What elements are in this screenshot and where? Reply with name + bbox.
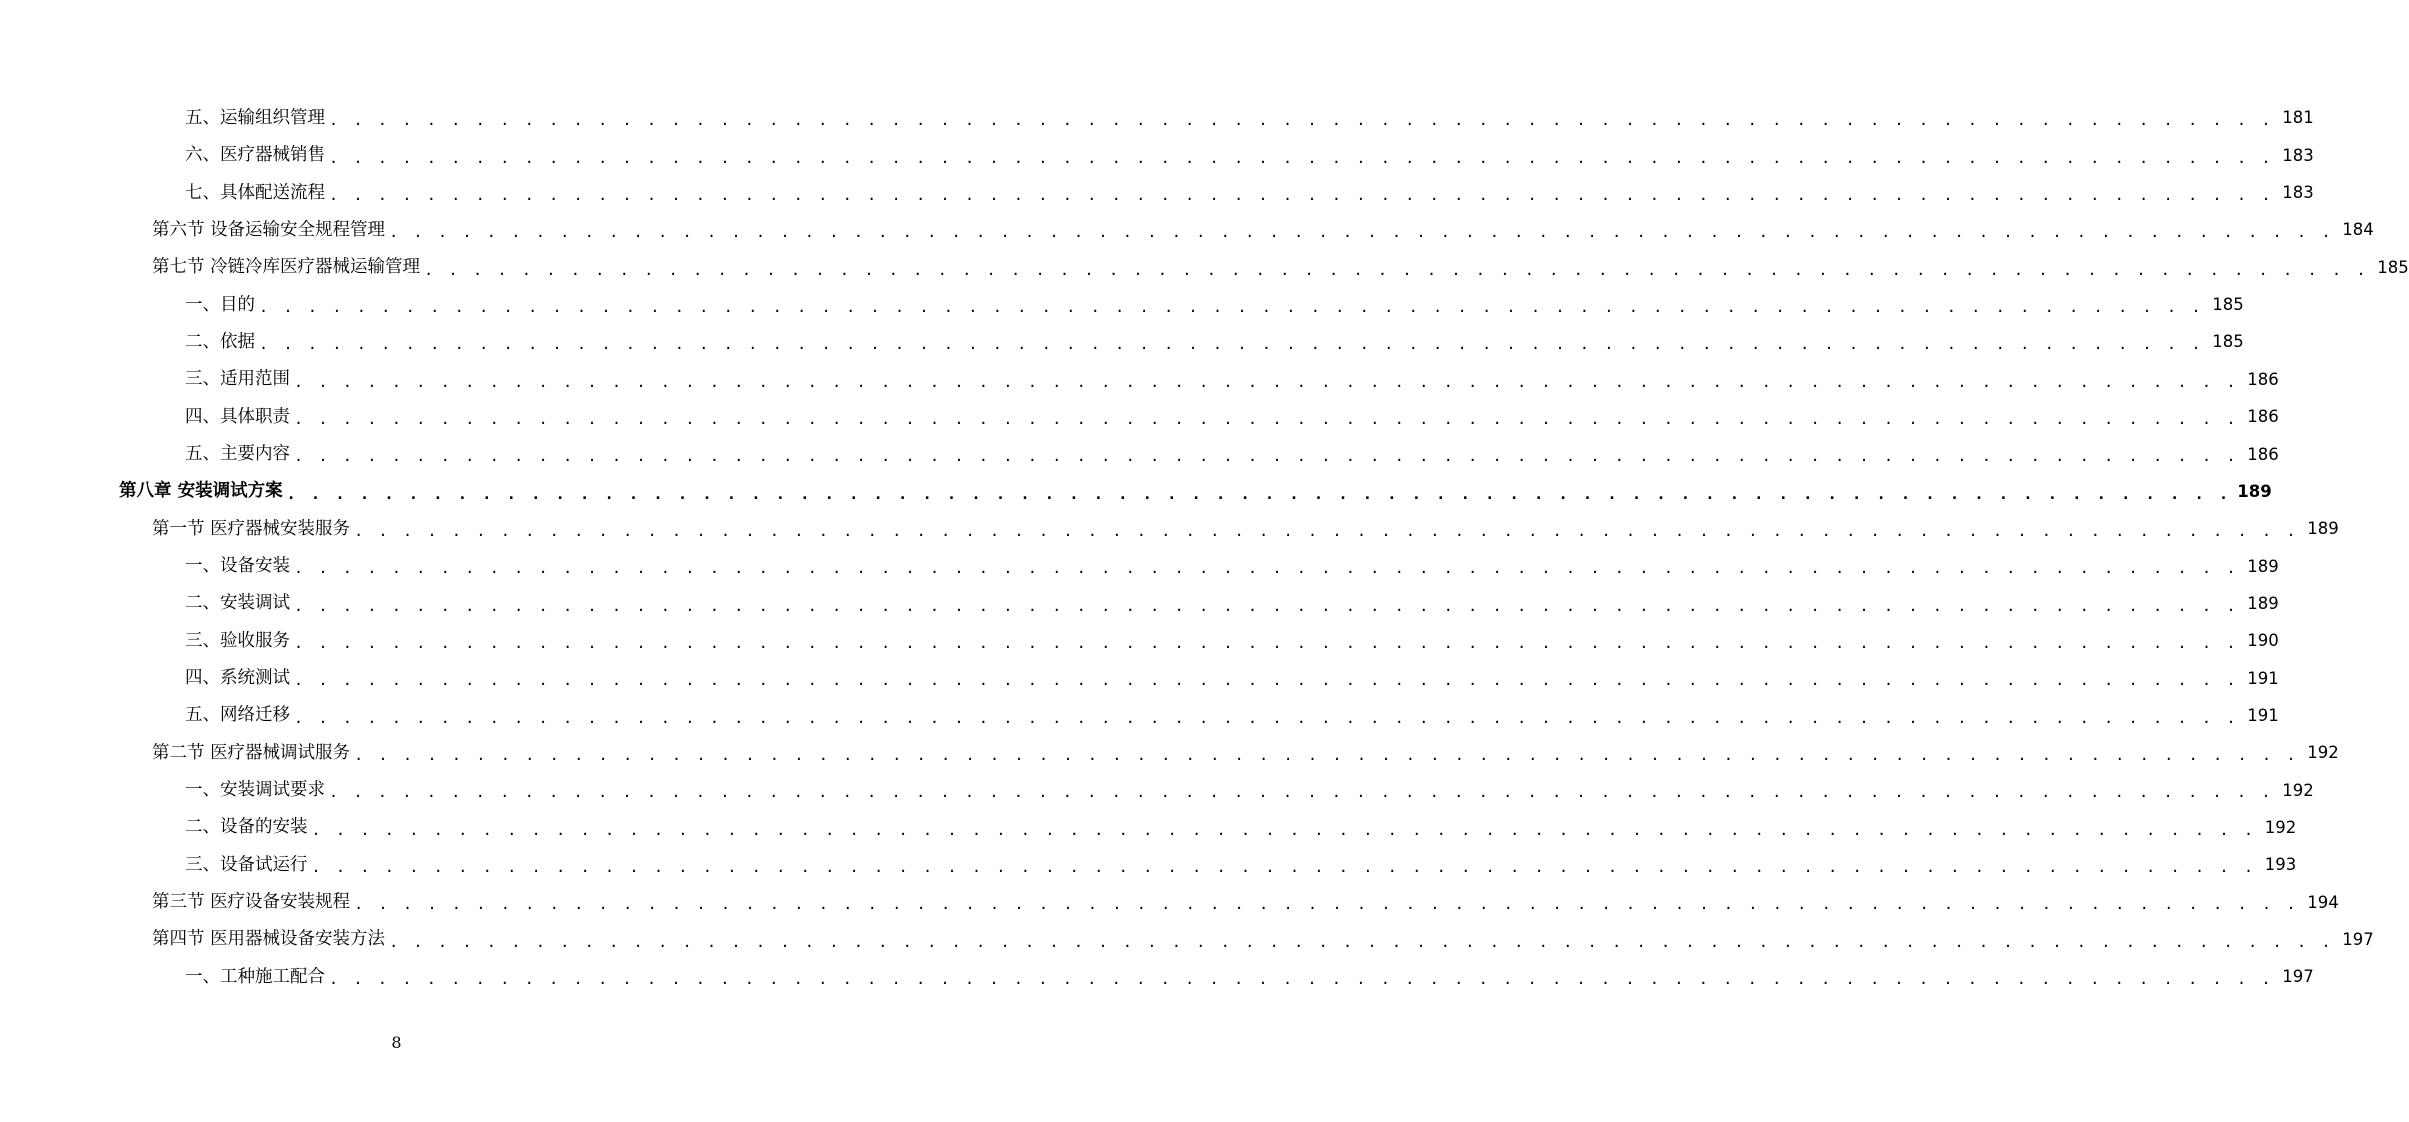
toc-dot-leader: . . . . . . . . . . . . . . . . . . . . . . . . . . . . . . . . . . . . . . . . . . . . . . . . . . . . . . . . . . . . . . . . . . . . . . . . . . . . . . . .: [354, 746, 2299, 765]
toc-entry-page-number: 191: [2247, 705, 2279, 725]
toc-entry[interactable]: [0, 548, 2279, 585]
toc-entry[interactable]: [0, 361, 2279, 398]
toc-entry-page-number: 189: [2237, 481, 2272, 501]
toc-entry[interactable]: [0, 249, 2409, 286]
toc-entry-title: 二、依据: [185, 331, 255, 352]
toc-dot-leader: . . . . . . . . . . . . . . . . . . . . . . . . . . . . . . . . . . . . . . . . . . . . . . . . . . . . . . . . . . . . . . . . . . . . . . . . . . . . . . . .: [294, 409, 2239, 428]
toc-dot-leader: . . . . . . . . . . . . . . . . . . . . . . . . . . . . . . . . . . . . . . . . . . . . . . . . . . . . . . . . . . . . . . . . . . . . . . . . . . . . . . . .: [329, 185, 2274, 204]
toc-entry-title: 第六节 设备运输安全规程管理: [152, 219, 386, 240]
toc-dot-leader: . . . . . . . . . . . . . . . . . . . . . . . . . . . . . . . . . . . . . . . . . . . . . . . . . . . . . . . . . . . . . . . . . . . . . . . . . . . . . . . .: [424, 260, 2369, 279]
toc-dot-leader: . . . . . . . . . . . . . . . . . . . . . . . . . . . . . . . . . . . . . . . . . . . . . . . . . . . . . . . . . . . . . . . . . . . . . . . . . . . . . . . .: [329, 148, 2274, 167]
toc-entry-page-number: 189: [2307, 519, 2339, 539]
toc-dot-leader: . . . . . . . . . . . . . . . . . . . . . . . . . . . . . . . . . . . . . . . . . . . . . . . . . . . . . . . . . . . . . . . . . . . . . . . . . . . . . . . .: [286, 484, 2232, 503]
toc-entry-title: 第一节 医疗器械安装服务: [152, 518, 351, 539]
toc-entry-page-number: 183: [2282, 183, 2314, 203]
toc-entry-title: 第八章 安装调试方案: [119, 481, 283, 502]
toc-entry[interactable]: [0, 399, 2279, 436]
toc-entry[interactable]: [0, 660, 2279, 697]
toc-entry[interactable]: [0, 623, 2279, 660]
toc-entry-page-number: 185: [2377, 257, 2409, 277]
toc-entry-title: 一、安装调试要求: [185, 780, 325, 801]
toc-entry[interactable]: [0, 436, 2279, 473]
toc-entry-page-number: 185: [2212, 332, 2244, 352]
toc-entry-title: 二、设备的安装: [185, 817, 308, 838]
toc-entry-title: 第二节 医疗器械调试服务: [152, 742, 351, 763]
toc-entry[interactable]: [0, 959, 2314, 996]
toc-entry[interactable]: [0, 324, 2244, 361]
toc-dot-leader: . . . . . . . . . . . . . . . . . . . . . . . . . . . . . . . . . . . . . . . . . . . . . . . . . . . . . . . . . . . . . . . . . . . . . . . . . . . . . . . .: [294, 596, 2239, 615]
toc-entry-title: 一、目的: [185, 294, 255, 315]
toc-entry-title: 三、设备试运行: [185, 854, 308, 875]
toc-entry-page-number: 183: [2282, 145, 2314, 165]
toc-dot-leader: . . . . . . . . . . . . . . . . . . . . . . . . . . . . . . . . . . . . . . . . . . . . . . . . . . . . . . . . . . . . . . . . . . . . . . . . . . . . . . . .: [294, 633, 2239, 652]
toc-entry-title: 五、网络迁移: [185, 705, 290, 726]
toc-entry-title: 五、运输组织管理: [185, 107, 325, 128]
toc-entry-page-number: 193: [2264, 855, 2297, 875]
toc-entry[interactable]: [0, 473, 2272, 510]
toc-dot-leader: . . . . . . . . . . . . . . . . . . . . . . . . . . . . . . . . . . . . . . . . . . . . . . . . . . . . . . . . . . . . . . . . . . . . . . . . . . . . . . . .: [294, 671, 2239, 690]
toc-entry-title: 三、验收服务: [185, 630, 290, 651]
toc-entry[interactable]: [0, 847, 2297, 884]
toc-entry-page-number: 194: [2307, 892, 2339, 912]
toc-dot-leader: . . . . . . . . . . . . . . . . . . . . . . . . . . . . . . . . . . . . . . . . . . . . . . . . . . . . . . . . . . . . . . . . . . . . . . . . . . . . . . . .: [329, 970, 2274, 989]
toc-dot-leader: . . . . . . . . . . . . . . . . . . . . . . . . . . . . . . . . . . . . . . . . . . . . . . . . . . . . . . . . . . . . . . . . . . . . . . . . . . . . . . . .: [311, 820, 2257, 839]
toc-entry[interactable]: [0, 100, 2314, 137]
toc-dot-leader: . . . . . . . . . . . . . . . . . . . . . . . . . . . . . . . . . . . . . . . . . . . . . . . . . . . . . . . . . . . . . . . . . . . . . . . . . . . . . . . .: [389, 223, 2334, 242]
toc-entry[interactable]: [0, 175, 2314, 212]
toc-dot-leader: . . . . . . . . . . . . . . . . . . . . . . . . . . . . . . . . . . . . . . . . . . . . . . . . . . . . . . . . . . . . . . . . . . . . . . . . . . . . . . . .: [259, 335, 2204, 354]
toc-entry[interactable]: [0, 137, 2314, 174]
toc-dot-leader: . . . . . . . . . . . . . . . . . . . . . . . . . . . . . . . . . . . . . . . . . . . . . . . . . . . . . . . . . . . . . . . . . . . . . . . . . . . . . . . .: [259, 297, 2204, 316]
table-of-contents: [0, 100, 2409, 996]
toc-entry-title: 四、系统测试: [185, 668, 290, 689]
toc-entry-page-number: 191: [2247, 668, 2279, 688]
toc-entry[interactable]: [0, 735, 2339, 772]
toc-entry-title: 四、具体职责: [185, 406, 290, 427]
toc-entry-title: 一、工种施工配合: [185, 966, 325, 987]
toc-entry-page-number: 190: [2247, 631, 2279, 651]
toc-entry[interactable]: [0, 287, 2244, 324]
toc-entry-title: 二、安装调试: [185, 593, 290, 614]
toc-dot-leader: . . . . . . . . . . . . . . . . . . . . . . . . . . . . . . . . . . . . . . . . . . . . . . . . . . . . . . . . . . . . . . . . . . . . . . . . . . . . . . . .: [311, 858, 2257, 877]
toc-entry-page-number: 197: [2282, 967, 2314, 987]
toc-dot-leader: . . . . . . . . . . . . . . . . . . . . . . . . . . . . . . . . . . . . . . . . . . . . . . . . . . . . . . . . . . . . . . . . . . . . . . . . . . . . . . . .: [354, 521, 2299, 540]
toc-entry-page-number: 184: [2342, 220, 2374, 240]
toc-entry[interactable]: [0, 698, 2279, 735]
toc-dot-leader: . . . . . . . . . . . . . . . . . . . . . . . . . . . . . . . . . . . . . . . . . . . . . . . . . . . . . . . . . . . . . . . . . . . . . . . . . . . . . . . .: [294, 559, 2239, 578]
toc-entry-title: 第三节 医疗设备安装规程: [152, 892, 351, 913]
toc-entry-title: 六、医疗器械销售: [185, 145, 325, 166]
toc-entry-page-number: 189: [2247, 556, 2279, 576]
toc-entry[interactable]: [0, 922, 2374, 959]
toc-entry-title: 五、主要内容: [185, 444, 290, 465]
page-number: 8: [391, 1033, 402, 1052]
toc-dot-leader: . . . . . . . . . . . . . . . . . . . . . . . . . . . . . . . . . . . . . . . . . . . . . . . . . . . . . . . . . . . . . . . . . . . . . . . . . . . . . . . .: [294, 447, 2239, 466]
toc-entry[interactable]: [0, 511, 2339, 548]
toc-dot-leader: . . . . . . . . . . . . . . . . . . . . . . . . . . . . . . . . . . . . . . . . . . . . . . . . . . . . . . . . . . . . . . . . . . . . . . . . . . . . . . . .: [294, 708, 2239, 727]
toc-dot-leader: . . . . . . . . . . . . . . . . . . . . . . . . . . . . . . . . . . . . . . . . . . . . . . . . . . . . . . . . . . . . . . . . . . . . . . . . . . . . . . . .: [354, 895, 2299, 914]
toc-entry[interactable]: [0, 212, 2374, 249]
toc-entry-page-number: 192: [2264, 817, 2297, 837]
toc-entry[interactable]: [0, 585, 2279, 622]
toc-entry-page-number: 197: [2342, 929, 2374, 949]
toc-entry[interactable]: [0, 772, 2314, 809]
toc-entry-title: 七、具体配送流程: [185, 182, 325, 203]
toc-entry-title: 第四节 医用器械设备安装方法: [152, 929, 386, 950]
toc-entry-title: 三、适用范围: [185, 369, 290, 390]
toc-entry-page-number: 192: [2282, 780, 2314, 800]
toc-entry-page-number: 186: [2247, 444, 2279, 464]
toc-entry-page-number: 186: [2247, 407, 2279, 427]
toc-entry[interactable]: [0, 810, 2297, 847]
toc-entry-title: 一、设备安装: [185, 556, 290, 577]
toc-entry-title: 第七节 冷链冷库医疗器械运输管理: [152, 257, 421, 278]
toc-dot-leader: . . . . . . . . . . . . . . . . . . . . . . . . . . . . . . . . . . . . . . . . . . . . . . . . . . . . . . . . . . . . . . . . . . . . . . . . . . . . . . . .: [329, 783, 2274, 802]
toc-entry[interactable]: [0, 884, 2339, 921]
toc-dot-leader: . . . . . . . . . . . . . . . . . . . . . . . . . . . . . . . . . . . . . . . . . . . . . . . . . . . . . . . . . . . . . . . . . . . . . . . . . . . . . . . .: [294, 372, 2239, 391]
toc-entry-page-number: 181: [2282, 108, 2314, 128]
toc-entry-page-number: 185: [2212, 295, 2244, 315]
toc-entry-page-number: 189: [2247, 593, 2279, 613]
toc-dot-leader: . . . . . . . . . . . . . . . . . . . . . . . . . . . . . . . . . . . . . . . . . . . . . . . . . . . . . . . . . . . . . . . . . . . . . . . . . . . . . . . .: [389, 932, 2334, 951]
toc-entry-page-number: 192: [2307, 743, 2339, 763]
toc-entry-page-number: 186: [2247, 369, 2279, 389]
toc-dot-leader: . . . . . . . . . . . . . . . . . . . . . . . . . . . . . . . . . . . . . . . . . . . . . . . . . . . . . . . . . . . . . . . . . . . . . . . . . . . . . . . .: [329, 111, 2274, 130]
